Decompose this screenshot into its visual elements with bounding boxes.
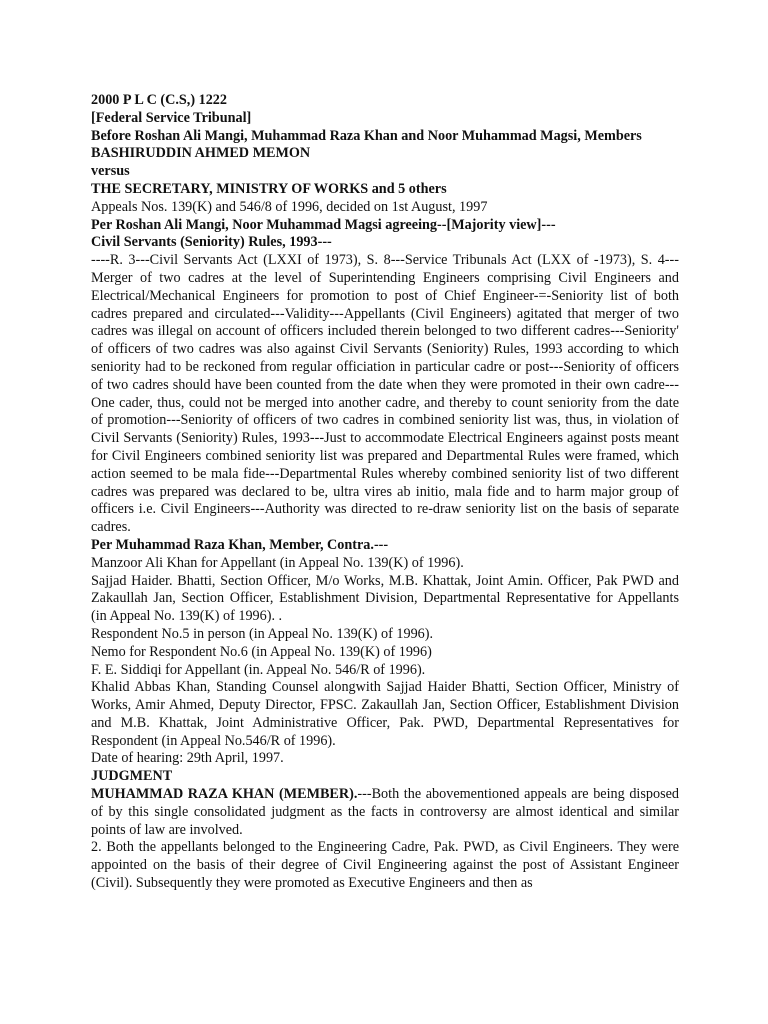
counsel-line: F. E. Siddiqi for Appellant (in. Appeal No. 546/R of 1996).	[91, 661, 426, 678]
contra-heading: Per Muhammad Raza Khan, Member, Contra.---	[91, 536, 389, 553]
counsel-line: Manzoor Ali Khan for Appellant (in Appeal No. 139(K) of 1996).	[91, 554, 464, 571]
court-name: [Federal Service Tribunal]	[91, 109, 252, 126]
majority-view-heading: Per Roshan Ali Mangi, Noor Muhammad Magsi agreeing--[Majority view]---	[91, 216, 556, 233]
hearing-date: Date of hearing: 29th April, 1997.	[91, 750, 284, 767]
headnote-paragraph: ----R. 3---Civil Servants Act (LXXI of 1973), S. 8---Service Tribunals Act (LXX of -1973), S. 4---Merger of two cadres at the level of Superintending Engineers comprising Civil Engineers and Electrical/Mechanical Engineers for promotion to post of Chief Engineer-=-Seniority list of both cadres prepared and circulated---Validity---Appellants (Civil Engineers) agitated that merger of two cadres was illegal on account of officers included therein belonged to two different cadres---Seniority' of officers of two cadres was also against Civil Servants (Seniority) Rules, 1993 according to which seniority had to be reckoned from regular officiation in particular cadre or post---Seniority of officers of two cadres should have been counted from the date when they were promoted in their own cadre---One cader, thus, could not be merged into another cadre, and thereby to count seniority from the date of promotion---Seniority of officers of two cadres in combined seniority list was, thus, in violation of Civil Servants (Seniority) Rules, 1993---Just to accommodate Electrical Engineers against posts meant for Civil Engineers combined seniority list was prepared and Departmental Rules were framed, which action seemed to be mala fide---Departmental Rules whereby combined seniority list of two different cadres was prepared was declared to be, ultra vires ab initio, mala fide and to harm major group of officers i.e. Civil Engineers---Authority was directed to re-draw seniority list on the basis of separate cadres.	[91, 252, 679, 536]
counsel-line: Nemo for Respondent No.6 (in Appeal No. 139(K) of 1996)	[91, 643, 432, 660]
judge-name: MUHAMMAD RAZA KHAN (MEMBER).	[91, 786, 358, 803]
appeals-line: Appeals Nos. 139(K) and 546/8 of 1996, decided on 1st August, 1997	[91, 198, 488, 215]
rules-heading: Civil Servants (Seniority) Rules, 1993---	[91, 234, 332, 251]
counsel-line: Khalid Abbas Khan, Standing Counsel alongwith Sajjad Haider Bhatti, Section Officer, Ministry of Works, Amir Ahmed, Deputy Director, FPSC. Zakaullah Jan, Section Officer, Establishment Division and M.B. Khattak, Joint Administrative Officer, Pak. PWD, Departmental Representatives for Respondent (in Appeal No.546/R of 1996).	[91, 679, 679, 749]
versus-label: versus	[91, 163, 130, 180]
citation: 2000 P L C (C.S,) 1222	[91, 92, 227, 108]
judgment-paragraph-1-text: ---Both the abovementioned appeals are being disposed of by this single consolidated judgment as the facts in controversy are almost identical and similar points of law are involved.	[91, 786, 679, 838]
judgment-paragraph-1	[91, 786, 679, 839]
bench: Before Roshan Ali Mangi, Muhammad Raza Khan and Noor Muhammad Magsi, Members	[91, 127, 642, 144]
judgment-heading: JUDGMENT	[91, 768, 173, 785]
appellant-name: BASHIRUDDIN AHMED MEMON	[91, 145, 311, 162]
document-page	[91, 92, 679, 893]
counsel-line: Sajjad Haider. Bhatti, Section Officer, M/o Works, M.B. Khattak, Joint Amin. Officer, Pak PWD and Zakaullah Jan, Section Officer, Establishment Division, Departmental Representative for Appellants (in Appeal No. 139(K) of 1996). .	[91, 572, 679, 625]
counsel-line: Respondent No.5 in person (in Appeal No. 139(K) of 1996).	[91, 625, 434, 642]
respondent-name: THE SECRETARY, MINISTRY OF WORKS and 5 others	[91, 180, 447, 197]
judgment-paragraph-2: 2. Both the appellants belonged to the Engineering Cadre, Pak. PWD, as Civil Engineers. They were appointed on the basis of their degree of Civil Engineering against the post of Assistant Engineer (Civil). Subsequently they were promoted as Executive Engineers and then as	[91, 839, 679, 892]
